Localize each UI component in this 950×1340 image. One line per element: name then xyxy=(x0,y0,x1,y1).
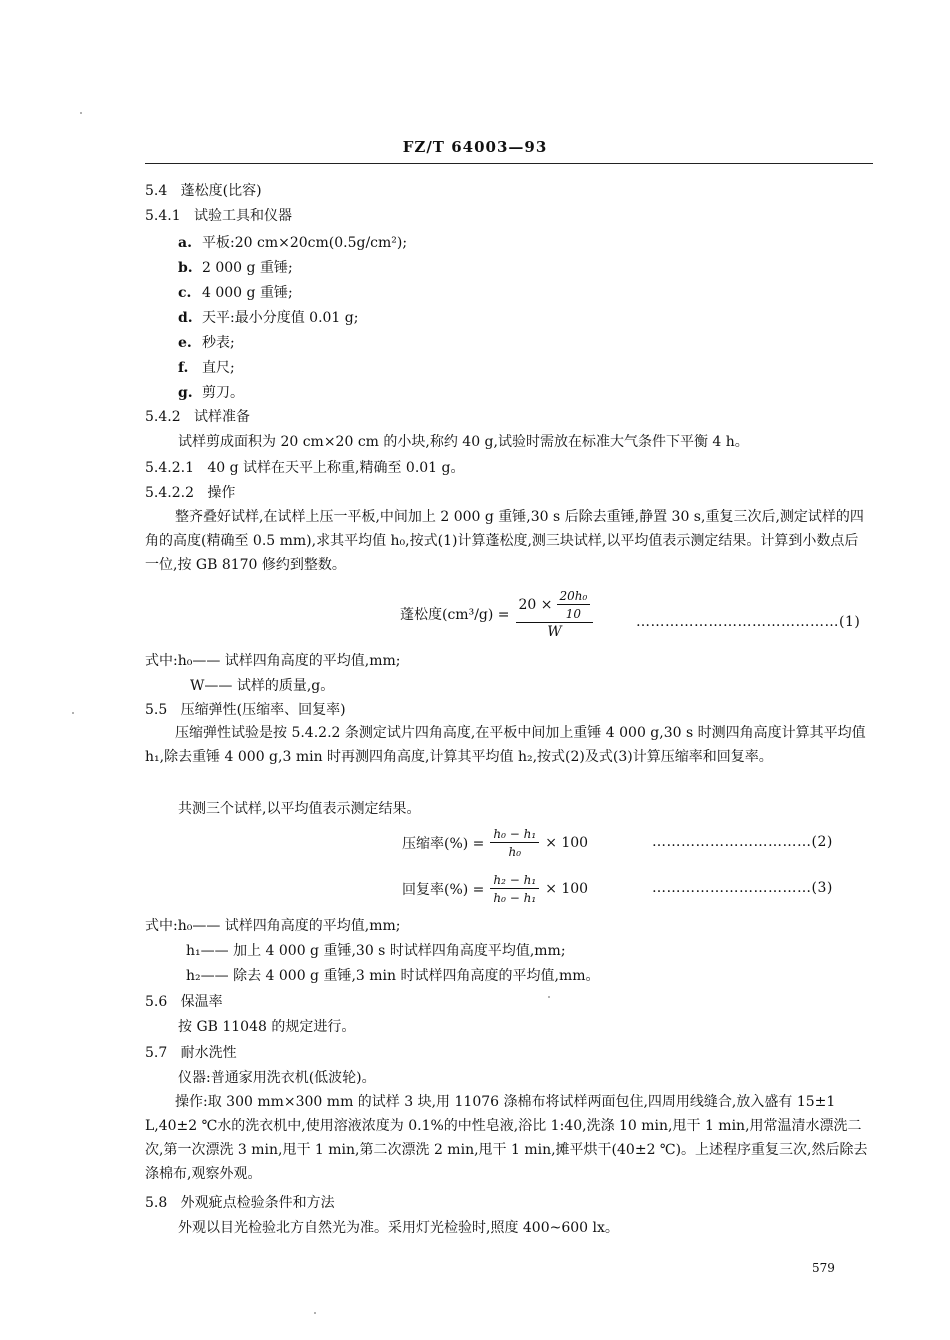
item-label: c. xyxy=(178,285,192,301)
section-5-6 xyxy=(145,991,223,1011)
section-title: 试验工具和仪器 xyxy=(193,208,292,224)
where-item: h₁—— 加上 4 000 g 重锤,30 s 时试样四角高度平均值,mm; xyxy=(186,943,566,959)
scan-speck xyxy=(80,112,82,114)
section-5-4-2 xyxy=(145,406,250,426)
page-number: 579 xyxy=(812,1261,835,1275)
fraction-numerator: h₂ − h₁ xyxy=(490,872,539,889)
section-title: 试样准备 xyxy=(193,409,250,425)
item-label: f. xyxy=(178,360,189,376)
item-text: 2 000 g 重锤; xyxy=(202,260,293,276)
section-number: 5.7 xyxy=(145,1045,168,1061)
where-prefix: 式中: xyxy=(145,918,178,934)
paragraph: 压缩弹性试验是按 5.4.2.2 条测定试片四角高度,在平板中间加上重锤 4 000 g,30 s 时测四角高度计算其平均值 h₁,除去重锤 4 000 g,3 min 时再测四角高度,计算其平均值 h₂,按式(2)及式(3)计算压缩率和回复率。 xyxy=(145,725,866,765)
item-label: e. xyxy=(178,335,192,351)
item-text: 天平:最小分度值 0.01 g; xyxy=(202,310,359,326)
formula-lhs: 回复率(%) = xyxy=(402,882,485,898)
equation-number: ……………………………(2) xyxy=(652,834,833,850)
formula-3 xyxy=(402,872,588,906)
section-5-4-2-2 xyxy=(145,482,235,502)
item-text: 剪刀。 xyxy=(202,385,244,401)
list-item xyxy=(178,307,358,327)
coefficient: 20 × xyxy=(518,597,553,613)
section-number: 5.4 xyxy=(145,183,168,199)
section-number: 5.4.2 xyxy=(145,409,181,425)
section-5-4 xyxy=(145,180,262,200)
list-item xyxy=(178,257,293,277)
section-number: 5.4.1 xyxy=(145,208,181,224)
item-text: 4 000 g 重锤; xyxy=(202,285,293,301)
fraction-denominator: h₀ xyxy=(508,845,522,859)
paragraph: 试样剪成面积为 20 cm×20 cm 的小块,称约 40 g,试验时需放在标准大气条件下平衡 4 h。 xyxy=(178,434,749,450)
item-label: d. xyxy=(178,310,193,326)
formula-lhs: 蓬松度(cm³/g) = xyxy=(400,607,510,623)
paragraph: 外观以目光检验北方自然光为准。采用灯光检验时,照度 400~600 lx。 xyxy=(178,1220,619,1236)
section-number: 5.6 xyxy=(145,994,168,1010)
where-item: W—— 试样的质量,g。 xyxy=(190,678,335,694)
inner-denominator: 10 xyxy=(565,607,582,621)
header-rule xyxy=(145,163,873,164)
fraction-denominator: W xyxy=(547,624,562,640)
paragraph: 按 GB 11048 的规定进行。 xyxy=(178,1019,356,1035)
section-title: 保温率 xyxy=(180,994,223,1010)
list-item xyxy=(178,332,235,352)
item-label: b. xyxy=(178,260,193,276)
section-number: 5.4.2.2 xyxy=(145,485,194,501)
item-label: g. xyxy=(178,385,193,401)
list-item xyxy=(178,382,244,402)
section-title: 压缩弹性(压缩率、回复率) xyxy=(180,702,346,718)
where-item: h₀—— 试样四角高度的平均值,mm; xyxy=(177,653,401,669)
fraction-numerator: h₀ − h₁ xyxy=(490,826,539,843)
where-item: h₀—— 试样四角高度的平均值,mm; xyxy=(177,918,401,934)
inner-numerator: 20h₀ xyxy=(557,588,591,605)
section-title: 耐水洗性 xyxy=(180,1045,237,1061)
paragraph: 共测三个试样,以平均值表示测定结果。 xyxy=(178,801,421,817)
scan-speck xyxy=(314,1312,316,1314)
formula-1 xyxy=(400,588,599,640)
list-item xyxy=(178,232,407,252)
item-label: a. xyxy=(178,235,192,251)
section-number: 5.5 xyxy=(145,702,168,718)
list-item xyxy=(178,357,235,377)
section-5-4-2-1 xyxy=(145,457,465,477)
where-prefix: 式中: xyxy=(145,653,178,669)
inner-fraction xyxy=(557,588,591,622)
paragraph: 仪器:普通家用洗衣机(低波轮)。 xyxy=(178,1070,376,1086)
equation-number: ……………………………………(1) xyxy=(636,614,861,630)
scan-speck xyxy=(548,996,550,998)
section-title: 操作 xyxy=(207,485,236,501)
section-text: 40 g 试样在天平上称重,精确至 0.01 g。 xyxy=(207,460,465,476)
where-item: h₂—— 除去 4 000 g 重锤,3 min 时试样四角高度的平均值,mm。 xyxy=(186,968,600,984)
fraction-numerator xyxy=(516,588,594,623)
section-title: 外观疵点检验条件和方法 xyxy=(180,1195,335,1211)
section-5-7 xyxy=(145,1042,237,1062)
formula-rhs: × 100 xyxy=(545,881,589,897)
section-number: 5.8 xyxy=(145,1195,168,1211)
fraction xyxy=(516,588,594,640)
item-text: 直尺; xyxy=(202,360,235,376)
fraction-denominator: h₀ − h₁ xyxy=(493,891,537,905)
item-text: 秒表; xyxy=(202,335,235,351)
formula-2 xyxy=(402,826,588,860)
document-header: FZ/T 64003—93 xyxy=(402,138,548,156)
scan-speck xyxy=(72,712,74,714)
section-title: 蓬松度(比容) xyxy=(180,183,262,199)
list-item xyxy=(178,282,293,302)
section-5-5 xyxy=(145,699,346,719)
fraction xyxy=(490,872,539,906)
paragraph: 整齐叠好试样,在试样上压一平板,中间加上 2 000 g 重锤,30 s 后除去重锤,静置 30 s,重复三次后,测定试样的四角的高度(精确至 0.5 mm),求其平均值 h₀,按式(1)计算蓬松度,测三块试样,以平均值表示测定结果。计算到小数点后一位,按 GB 8170 修约到整数。 xyxy=(145,509,864,573)
where-line xyxy=(145,915,401,935)
where-line xyxy=(145,650,401,670)
paragraph: 操作:取 300 mm×300 mm 的试样 3 块,用 11076 涤棉布将试样两面包住,四周用线缝合,放入盛有 15±1 L,40±2 ℃水的洗衣机中,使用溶液浓度为 0.1%的中性皂液,浴比 1:40,洗涤 10 min,甩干 1 min,用常温清水漂洗二次,第一次漂洗 3 min,甩干 1 min,第二次漂洗 2 min,甩干 1 min,摊平烘干(40±2 ℃)。上述程序重复三次,然后除去涤棉布,观察外观。 xyxy=(145,1094,868,1182)
equation-number: ……………………………(3) xyxy=(652,880,833,896)
fraction xyxy=(490,826,539,860)
section-5-8 xyxy=(145,1192,335,1212)
formula-lhs: 压缩率(%) = xyxy=(402,836,485,852)
item-text: 平板:20 cm×20cm(0.5g/cm²); xyxy=(202,235,408,251)
formula-rhs: × 100 xyxy=(545,835,589,851)
section-number: 5.4.2.1 xyxy=(145,460,194,476)
section-5-4-1 xyxy=(145,205,292,225)
